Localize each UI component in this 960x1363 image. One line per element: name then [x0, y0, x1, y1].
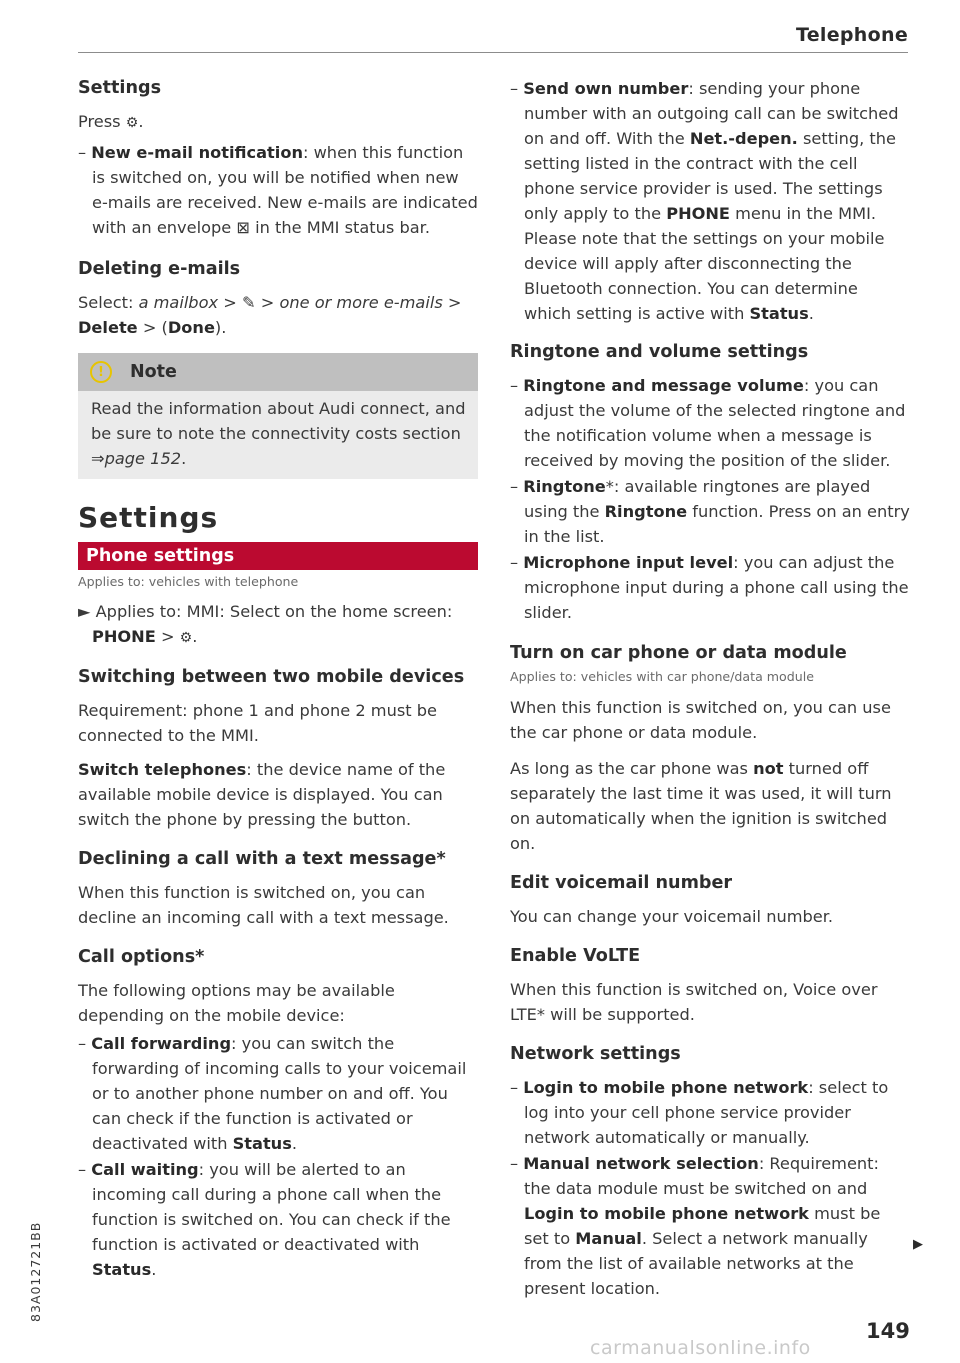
gear-icon: ⚙ [125, 115, 139, 131]
car-phone-heading: Turn on car phone or data module [510, 643, 847, 663]
gear-icon: ⚙ [179, 630, 193, 646]
note-header [78, 353, 478, 391]
list-item-login-network: – Login to mobile phone network: select to log into your cell phone service provider network automatically or manually. [510, 1078, 889, 1147]
edit-list-icon: ✎ [241, 293, 256, 312]
ringtone-volume-heading: Ringtone and volume settings [510, 342, 809, 362]
list-item-microphone-input-level: – Microphone input level: you can adjust the microphone input during a phone call using the slider. [510, 553, 909, 622]
mmi-instruction: ► Applies to: MMI: Select on the home screen: PHONE > ⚙. [78, 602, 453, 646]
list-item-ringtone: – Ringtone*: available ringtones are played using the Ringtone function. Press on an entry in the list. [510, 477, 910, 546]
voicemail-text: You can change your voicemail number. [510, 907, 834, 926]
press-instruction: Press ⚙. [78, 112, 144, 131]
left-column [78, 76, 478, 1282]
car-phone-auto-text: As long as the car phone was not turned off separately the last time it was used, it will turn on automatically when the ignition is switched on. [510, 759, 892, 853]
switch-telephones-text: Switch telephones: the device name of the available mobile device is displayed. You can switch the phone by pressing the button. [78, 760, 446, 829]
list-item-new-email-notification: – New e-mail notification: when this function is switched on, you will be notified when new e-mails are received. New e-mails are indicated with an envelope ⊠ in the MMI status bar. [78, 143, 478, 237]
right-column [510, 76, 910, 1301]
triangle-marker-icon: ► [78, 602, 91, 621]
volte-text: When this function is switched on, Voice over LTE* will be supported. [510, 980, 878, 1024]
note-box [78, 353, 478, 479]
running-header-title: Telephone [795, 24, 908, 46]
envelope-icon: ⊠ [236, 218, 250, 237]
watermark: carmanualsonline.info [590, 1337, 811, 1359]
list-item-send-own-number: – Send own number: sending your phone number with an outgoing call can be switched on and off. With the Net.-depen. setting, the setting listed in the contract with the cell phone service provider is used. The settings only apply to the PHONE menu in the MMI. Please note that the settings on your mobile device will apply after disconnecting the Bluetooth connection. You can determine which setting is active with Status. [510, 79, 899, 323]
switching-requirement: Requirement: phone 1 and phone 2 must be connected to the MMI. [78, 701, 437, 745]
switching-devices-heading: Switching between two mobile devices [78, 667, 465, 687]
email-settings-heading: Settings [78, 78, 162, 98]
voicemail-heading: Edit voicemail number [510, 873, 733, 893]
continue-arrow-icon: ▶ [913, 1237, 923, 1252]
page-number: 149 [866, 1319, 910, 1343]
volte-heading: Enable VoLTE [510, 946, 641, 966]
header-rule [78, 52, 908, 53]
network-settings-heading: Network settings [510, 1044, 681, 1064]
note-title: Note [130, 362, 177, 382]
car-phone-text: When this function is switched on, you can use the car phone or data module. [510, 698, 891, 742]
declining-call-heading: Declining a call with a text message* [78, 849, 446, 869]
note-body: Read the information about Audi connect, and be sure to note the connectivity costs section ⇒page 152. [91, 399, 466, 468]
applies-to-vehicles: Applies to: vehicles with telephone [78, 574, 299, 589]
section-title: Settings [78, 501, 219, 534]
document-code: 83A012721BB [28, 1221, 43, 1322]
arrow-icon: ⇒ [91, 449, 105, 468]
list-item-call-forwarding: – Call forwarding: you can switch the forwarding of incoming calls to your voicemail or to another phone number on and off. You can check if the function is activated or deactivated with Status. [78, 1034, 467, 1153]
list-item-call-waiting: – Call waiting: you will be alerted to an incoming call during a phone call when the function is switched on. You can check if the function is activated or deactivated with Status. [78, 1160, 451, 1279]
applies-to-car-phone: Applies to: vehicles with car phone/data module [510, 669, 814, 684]
list-item-ringtone-message-volume: – Ringtone and message volume: you can adjust the volume of the selected ringtone and the notification volume when a message is received by moving the position of the slider. [510, 376, 906, 470]
exclamation-icon: ! [90, 361, 112, 383]
call-options-intro: The following options may be available depending on the mobile device: [78, 981, 395, 1025]
deleting-emails-path: Select: a mailbox > ✎ > one or more e-mails > Delete > (Done). [78, 293, 462, 337]
call-options-heading: Call options* [78, 947, 205, 967]
list-item-manual-network-selection: – Manual network selection: Requirement: the data module must be switched on and Login to mobile phone network must be set to Manual. Select a network manually from the list of available networks at the present location. [510, 1154, 881, 1298]
deleting-emails-heading: Deleting e-mails [78, 259, 241, 279]
phone-settings-bar: Phone settings [78, 542, 478, 570]
declining-call-text: When this function is switched on, you can decline an incoming call with a text message. [78, 883, 449, 927]
